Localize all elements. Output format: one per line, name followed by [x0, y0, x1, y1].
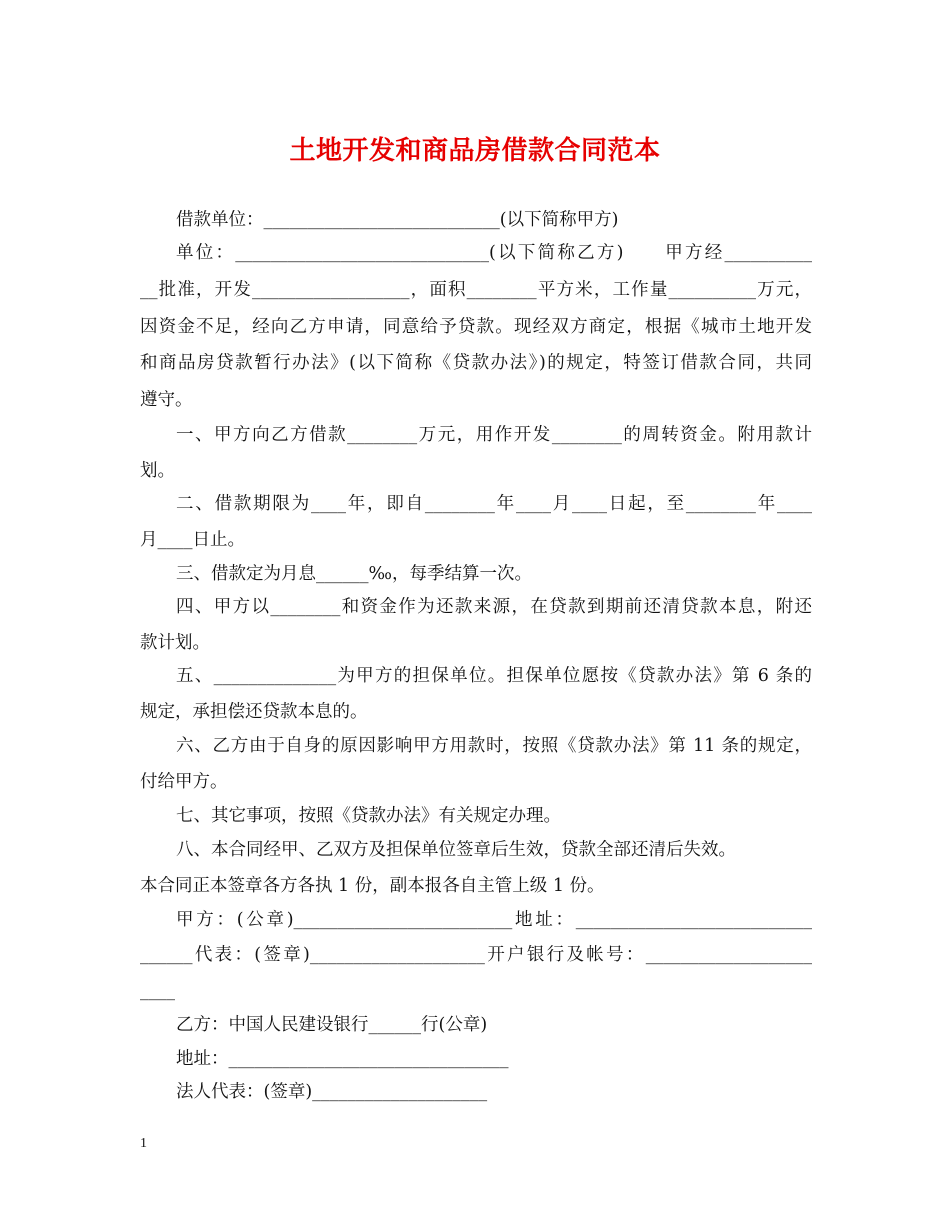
document-title: 土地开发和商品房借款合同范本 [289, 136, 661, 166]
paragraph-line: 二、借款期限为____年，即自________年____月____日起，至________年____ [176, 494, 812, 514]
paragraph-line: 七、其它事项，按照《贷款办法》有关规定办理。 [176, 806, 561, 826]
paragraph-line: 借款单位：___________________________(以下简称甲方) [176, 210, 619, 230]
paragraph-line: 六、乙方由于自身的原因影响甲方用款时，按照《贷款办法》第 11 条的规定， [176, 736, 812, 756]
paragraph-line: 一、甲方向乙方借款________万元，用作开发________的周转资金。附用款计 [176, 425, 812, 445]
paragraph-line: 三、借款定为月息______‰，每季结算一次。 [176, 564, 532, 584]
signature-line: 甲方：(公章)_________________________地址：___________________________ [176, 910, 812, 930]
paragraph-line: 八、本合同经甲、乙双方及担保单位签章后生效，贷款全部还清后失效。 [176, 840, 736, 860]
paragraph-line: 单位：_____________________________(以下简称乙方) 甲方经__________ [176, 243, 812, 263]
signature-line: 乙方：中国人民建设银行______行(公章) [176, 1015, 488, 1035]
paragraph-line: 五、______________为甲方的担保单位。担保单位愿按《贷款办法》第 6 条的 [176, 666, 812, 686]
paragraph-line: 划。 [140, 461, 175, 481]
paragraph-line: 遵守。 [140, 390, 193, 410]
paragraph-line: 规定，承担偿还贷款本息的。 [140, 702, 368, 722]
paragraph-line: 月____日止。 [140, 530, 245, 550]
signature-line: ____ [140, 981, 175, 1001]
paragraph-line: 款计划。 [140, 633, 210, 653]
signature-line: ______代表：(签章)____________________开户银行及帐号：___________________ [140, 945, 812, 965]
paragraph-line: 本合同正本签章各方各执 1 份，副本报各自主管上级 1 份。 [140, 876, 605, 896]
paragraph-line: 因资金不足，经向乙方申请，同意给予贷款。现经双方商定，根据《城市土地开发 [140, 317, 812, 337]
paragraph-line: __批准，开发__________________，面积________平方米，工作量__________万元， [140, 280, 812, 300]
page-number: 1 [140, 1136, 147, 1151]
paragraph-line: 和商品房贷款暂行办法》(以下简称《贷款办法》)的规定，特签订借款合同，共同 [140, 353, 812, 373]
paragraph-line: 付给甲方。 [140, 772, 228, 792]
signature-line: 法人代表：(签章)____________________ [176, 1082, 488, 1102]
paragraph-line: 四、甲方以________和资金作为还款来源，在贷款到期前还清贷款本息，附还 [176, 597, 812, 617]
signature-line: 地址：________________________________ [176, 1049, 509, 1069]
